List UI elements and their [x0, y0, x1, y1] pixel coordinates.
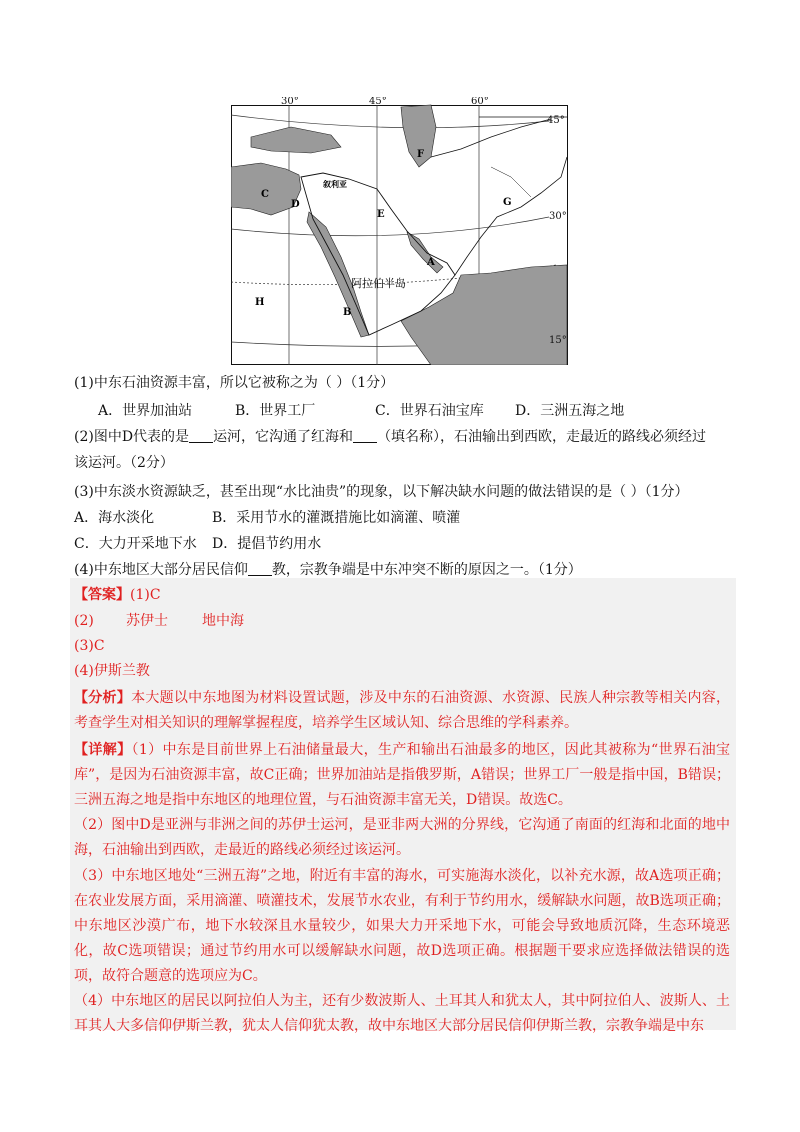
question-2-text: （填名称），石油输出到西欧，走最近的路线必须经过 [377, 429, 707, 445]
option: A．海水淡化 [74, 510, 155, 526]
answer-2-num: (2) [74, 613, 94, 629]
option: B．采用节水的灌溉措施比如滴灌、喷灌 [212, 510, 461, 526]
map-letter: F [417, 149, 425, 160]
answer-1: (1)C [130, 587, 161, 603]
answer-2-value: 地中海 [202, 613, 244, 629]
detail-4: （4）中东地区的居民以阿拉伯人为主，还有少数波斯人、土耳其人和犹太人，其中阿拉伯人、波斯人、土耳其人大多信仰伊斯兰教，犹太人信仰犹太教，故中东地区大部分居民信仰伊斯兰教，宗教争端是中东 [74, 993, 730, 1034]
map-letter: B [343, 307, 352, 318]
option: C．世界石油宝库 [375, 403, 484, 419]
answer-blank [353, 428, 377, 443]
answer-line-3: (3)C [74, 638, 105, 654]
lon-label: 45° [369, 97, 387, 107]
question-2-text: (2)图中D代表的是 [74, 429, 190, 445]
lat-label: 15° [549, 335, 567, 346]
map-letter: G [503, 197, 512, 208]
option: C．大力开采地下水 [74, 536, 197, 552]
question-1-options [98, 400, 624, 422]
question-2 [74, 426, 706, 448]
option: B．世界工厂 [235, 403, 316, 419]
lon-label: 30° [281, 97, 299, 107]
analysis-text: 本大题以中东地图为材料设置试题，涉及中东的石油资源、水资源、民族人种宗教等相关内容，考查学生对相关知识的理解掌握程度，培养学生区域认知、综合思维的学科素养。 [74, 690, 731, 731]
middle-east-map [231, 97, 571, 365]
detail-1 [74, 738, 730, 813]
question-1: (1)中东石油资源丰富，所以它被称之为（ ）（1分） [74, 375, 395, 391]
lat-label: 30° [549, 211, 567, 222]
map-letter: D [291, 199, 300, 210]
place-label: 叙利亚 [323, 179, 347, 189]
place-label: 阿拉伯半岛 [351, 277, 406, 290]
question-3-options-row2 [74, 533, 321, 555]
question-4-text: 教，宗教争端是中东冲突不断的原因之一。（1分） [271, 562, 582, 578]
question-4-text: (4)中东地区大部分居民信仰 [74, 562, 248, 578]
analysis-tag: 【分析】 [74, 690, 132, 706]
answer-line-2 [74, 610, 244, 632]
map-letter: H [255, 297, 265, 308]
option: D．三洲五海之地 [515, 403, 625, 419]
detail-2: （2）图中D是亚洲与非洲之间的苏伊士运河，是亚非两大洲的分界线，它沟通了南面的红海和北面的地中海，石油输出到西欧，走最近的路线必须经过该运河。 [74, 817, 730, 858]
map-letter: E [377, 209, 385, 220]
option: A．世界加油站 [98, 403, 193, 419]
answer-line-1 [74, 584, 161, 606]
lat-label: 45° [547, 115, 565, 126]
lon-label: 60° [471, 97, 489, 107]
question-3-options-row1 [74, 507, 460, 529]
question-3: (3)中东淡水资源缺乏，甚至出现“水比油贵”的现象，以下解决缺水问题的做法错误的是（ ）（1分） [74, 484, 689, 500]
answer-line-4: (4)伊斯兰教 [74, 663, 150, 679]
option: D．提倡节约用水 [212, 536, 322, 552]
answer-blank [248, 561, 272, 576]
detail-text: （1）中东是目前世界上石油储量最大，生产和输出石油最多的地区，因此其被称为“世界石油宝库”，是因为石油资源丰富，故C正确；世界加油站是指俄罗斯，A错误；世界工厂一般是指中国，B错误；三洲五海之地是指中东地区的地理位置，与石油资源丰富无关，D错误。故选C。 [74, 742, 731, 808]
detail-3: （3）中东地区地处“三洲五海”之地，附近有丰富的海水，可实施海水淡化，以补充水源，故A选项正确；在农业发展方面，采用滴灌、喷灌技术，发展节水农业，有利于节约用水，缓解缺水问题，故B选项正确；中东地区沙漠广布，地下水较深且水量较少，如果大力开采地下水，可能会导致地质沉降，生态环境恶化，故C选项错误；通过节约用水可以缓解缺水问题，故D选项正确。根据题干要求应选择做法错误的选项，故符合题意的选项应为C。 [74, 868, 730, 984]
answer-blank [189, 428, 213, 443]
answer-2-value: 苏伊士 [126, 613, 168, 629]
question-2-text: 运河，它沟通了红海和 [213, 429, 354, 445]
answer-tag: 【答案】 [74, 587, 130, 603]
question-2-cont: 该运河。（2分） [74, 455, 174, 471]
map-letter: A [427, 257, 435, 268]
analysis [74, 686, 730, 736]
map-letter: C [261, 189, 269, 200]
detail-tag: 【详解】 [74, 742, 132, 758]
